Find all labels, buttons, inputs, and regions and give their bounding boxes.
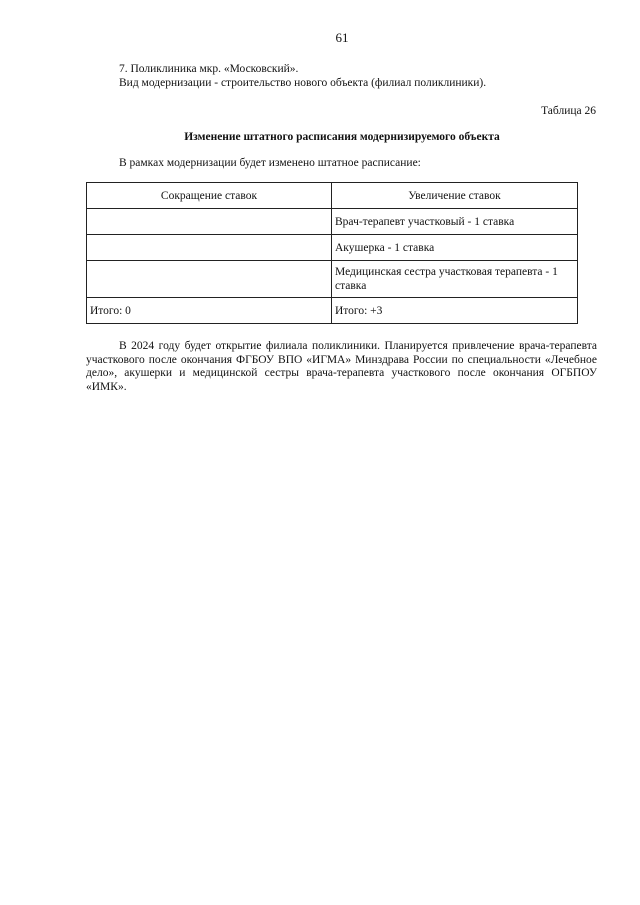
increase-cell: Медицинская сестра участковая терапевта - 1 ставка — [332, 261, 578, 298]
increase-total: Итого: +3 — [332, 298, 578, 324]
section-heading: 7. Поликлиника мкр. «Московский». — [119, 63, 299, 75]
table-caption: Таблица 26 — [541, 105, 596, 117]
increase-cell: Акушерка - 1 ставка — [332, 235, 578, 261]
table-header-row — [87, 183, 578, 209]
table-row — [87, 261, 578, 298]
table-intro: В рамках модернизации будет изменено штатное расписание: — [119, 157, 421, 169]
table-row — [87, 235, 578, 261]
header-increase: Увеличение ставок — [332, 183, 578, 209]
table-total-row — [87, 298, 578, 324]
modernization-type-line: Вид модернизации - строительство нового объекта (филиал поликлиники). — [119, 77, 487, 89]
reduction-cell — [87, 209, 332, 235]
reduction-cell — [87, 235, 332, 261]
header-reduction: Сокращение ставок — [87, 183, 332, 209]
table-title: Изменение штатного расписания модернизируемого объекта — [184, 131, 500, 143]
table-row — [87, 209, 578, 235]
reduction-total: Итого: 0 — [87, 298, 332, 324]
body-paragraph: В 2024 году будет открытие филиала поликлиники. Планируется привлечение врача-терапевта участкового после окончания ФГБОУ ВПО «ИГМА» Минздрава России по специальности «Лечебное дело», акушерки и медицинской сестры врача-терапевта участкового после окончания ОГБПОУ «ИМК». — [86, 340, 597, 393]
increase-cell: Врач-терапевт участковый - 1 ставка — [332, 209, 578, 235]
staffing-table — [86, 182, 578, 324]
page-number: 61 — [335, 30, 349, 45]
reduction-cell — [87, 261, 332, 298]
